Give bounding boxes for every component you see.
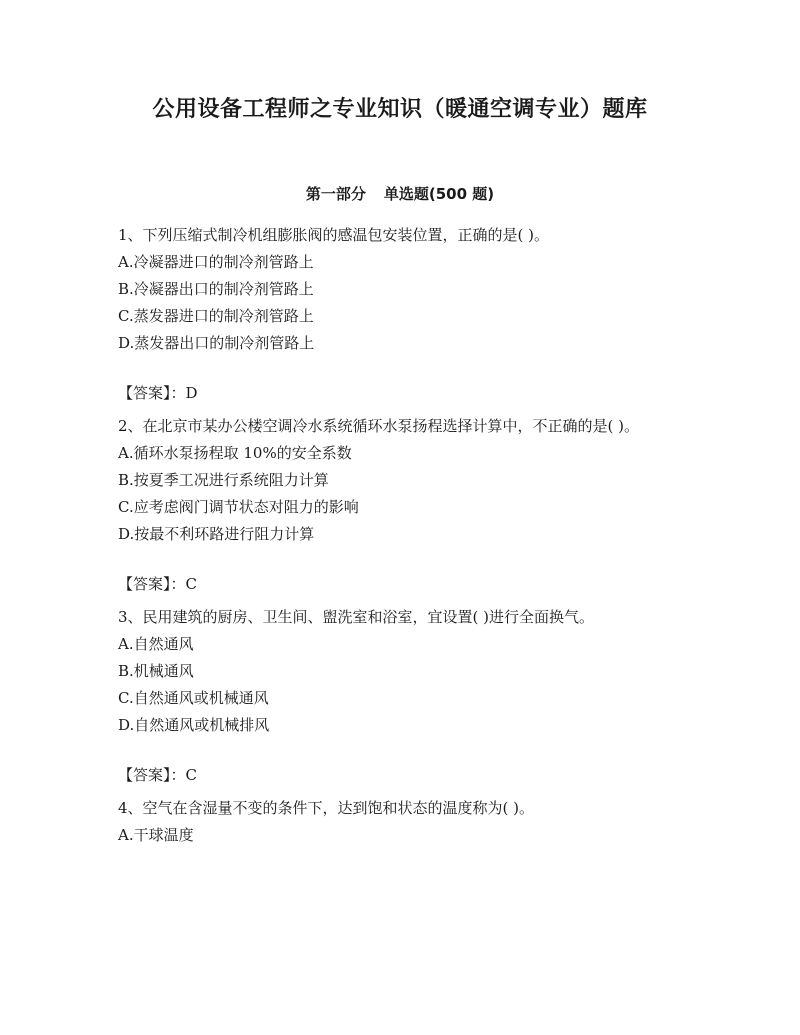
question-item (118, 795, 678, 849)
question-item (118, 222, 678, 407)
answer-option: A.循环水泵扬程取 10%的安全系数 (118, 444, 352, 462)
document-title: 公用设备工程师之专业知识（暖通空调专业）题库 (152, 97, 648, 122)
question-stem: 1、下列压缩式制冷机组膨胀阀的感温包安装位置，正确的是( )。 (118, 226, 550, 244)
question-item (118, 604, 678, 789)
answer-option: D.按最不利环路进行阻力计算 (118, 525, 315, 543)
answer-option: A.冷凝器进口的制冷剂管路上 (118, 253, 314, 271)
question-list (118, 222, 678, 849)
answer-option: A.自然通风 (118, 635, 194, 653)
answer-option: B.按夏季工况进行系统阻力计算 (118, 471, 329, 489)
answer-option: D.蒸发器出口的制冷剂管路上 (118, 334, 315, 352)
section-name: 单选题(500 题) (383, 185, 495, 203)
answer-option: D.自然通风或机械排风 (118, 716, 270, 734)
section-part: 第一部分 (305, 185, 366, 203)
answer-option: A.干球温度 (118, 826, 194, 844)
answer-option: C.应考虑阀门调节状态对阻力的影响 (118, 498, 359, 516)
answer-value: C (185, 766, 197, 784)
answer-label: 【答案】： (118, 766, 186, 784)
answer-line (118, 380, 678, 407)
answer-value: D (185, 384, 198, 402)
question-item (118, 413, 678, 598)
answer-option: C.自然通风或机械通风 (118, 689, 269, 707)
answer-line (118, 762, 678, 789)
answer-option: B.机械通风 (118, 662, 194, 680)
answer-label: 【答案】： (118, 575, 186, 593)
section-heading (0, 183, 800, 204)
question-stem: 4、空气在含湿量不变的条件下，达到饱和状态的温度称为( )。 (118, 799, 535, 817)
answer-value: C (185, 575, 197, 593)
answer-option: C.蒸发器进口的制冷剂管路上 (118, 307, 314, 325)
answer-line (118, 571, 678, 598)
answer-label: 【答案】： (118, 384, 186, 402)
answer-option: B.冷凝器出口的制冷剂管路上 (118, 280, 314, 298)
question-stem: 3、民用建筑的厨房、卫生间、盥洗室和浴室，宜设置( )进行全面换气。 (118, 608, 595, 626)
question-stem: 2、在北京市某办公楼空调冷水系统循环水泵扬程选择计算中，不正确的是( )。 (118, 417, 640, 435)
